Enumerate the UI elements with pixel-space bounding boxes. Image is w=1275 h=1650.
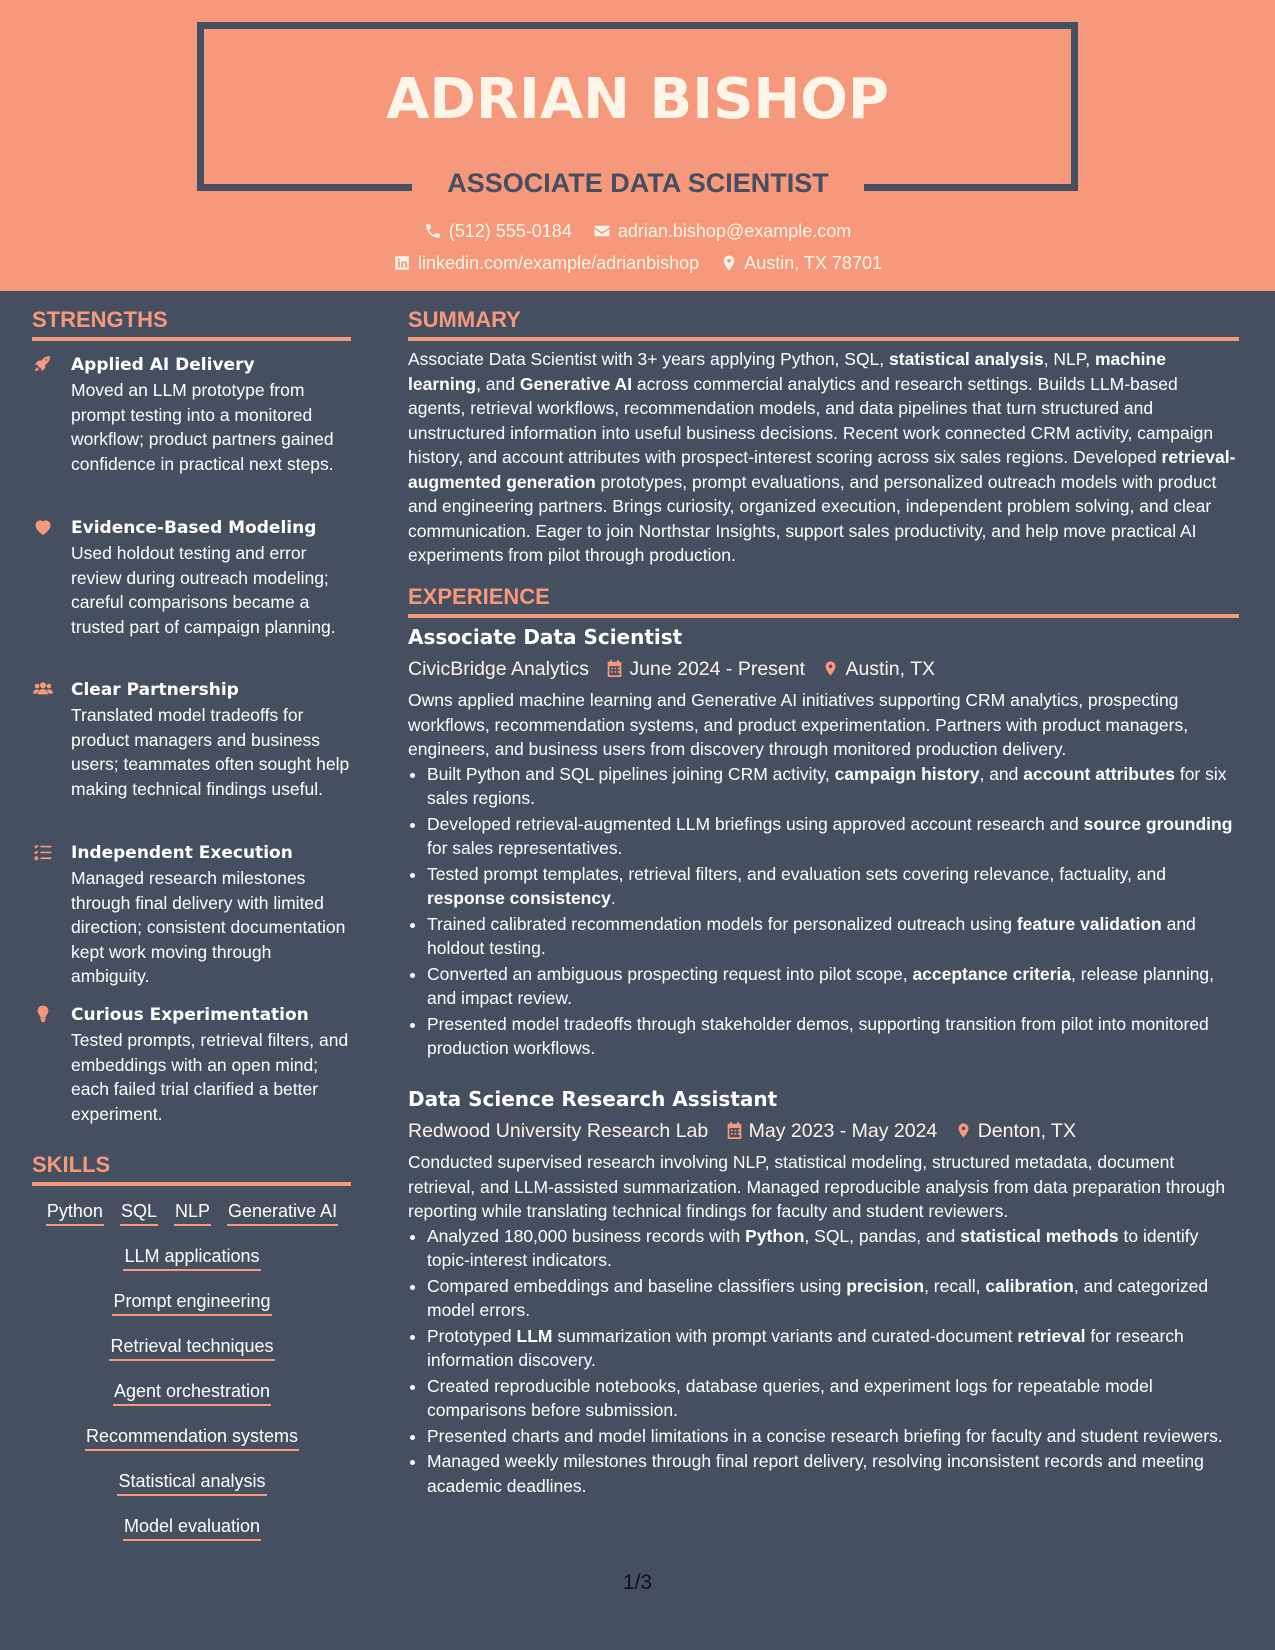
job-bullets (427, 1224, 1238, 1499)
strength-description: Tested prompts, retrieval filters, and embeddings with an open mind; each failed trial clarified a better experiment. (71, 1030, 349, 1124)
skills-heading: SKILLS (32, 1152, 111, 1177)
skills-row (32, 1333, 352, 1378)
list-item: • Built Python and SQL pipelines joining CRM activity, campaign history, and account attributes for six sales regions. (427, 762, 1238, 811)
calendar-icon (606, 659, 623, 678)
skill-tag: Generative AI (227, 1198, 338, 1226)
job-title-heading: ASSOCIATE DATA SCIENTIST (447, 168, 829, 198)
strength-item (32, 840, 352, 989)
skills-rule (32, 1182, 351, 1186)
job-meta (408, 654, 1238, 684)
job-role-title: Data Science Research Assistant (408, 1087, 778, 1111)
skill-tag: NLP (174, 1198, 211, 1226)
skills-row (32, 1423, 352, 1468)
envelope-icon (593, 222, 611, 240)
list-item: • Compared embeddings and baseline classifiers using precision, recall, calibration, and categorized model errors. (427, 1274, 1238, 1323)
contact-row-2 (0, 249, 1275, 277)
job-location: Denton, TX (977, 1120, 1076, 1142)
skills-row (32, 1378, 352, 1423)
experience-heading: EXPERIENCE (408, 584, 550, 609)
job-dates: June 2024 - Present (629, 658, 806, 680)
strengths-heading: STRENGTHS (32, 307, 168, 332)
skill-tag: Python (46, 1198, 104, 1226)
strength-title: Clear Partnership (71, 680, 239, 700)
strength-item (32, 677, 352, 801)
job-dates: May 2023 - May 2024 (748, 1120, 938, 1142)
list-item: • Developed retrieval-augmented LLM briefings using approved account research and source grounding for sales representatives. (427, 812, 1238, 861)
job-entry (408, 622, 1238, 1062)
phone-text: (512) 555-0184 (448, 221, 572, 241)
map-marker-icon (955, 1121, 972, 1140)
email-text: adrian.bishop@example.com (617, 221, 852, 241)
strengths-rule (32, 337, 351, 341)
lightbulb-icon (32, 1004, 56, 1026)
email-contact[interactable] (593, 217, 851, 245)
strength-item (32, 515, 352, 639)
rocket-icon (32, 354, 56, 376)
summary-paragraph: Associate Data Scientist with 3+ years applying Python, SQL, statistical analysis, NLP, machine learning, and Generative AI across commercial analytics and research settings. Builds LLM-based agents, retrieval workflows, recommendation models, and data pipelines that turn structured and unstructured information into useful business decisions. Recent work connected CRM activity, campaign history, and account attributes with prospect-interest scoring across six sales regions. Developed retrieval-augmented generation prototypes, prompt evaluations, and personalized outreach models with product and engineering partners. Brings curiosity, organized execution, independent problem solving, and clear communication. Eager to join Northstar Insights, support sales productivity, and help move practical AI experiments from pilot through production. (408, 349, 1236, 565)
job-entry (408, 1084, 1238, 1499)
list-item: • Tested prompt templates, retrieval filters, and evaluation sets covering relevance, factuality, and response consistency. (427, 862, 1238, 911)
location-text: Austin, TX 78701 (744, 253, 882, 273)
frame-bottom-left (197, 184, 412, 191)
job-bullets (427, 762, 1238, 1061)
linkedin-contact[interactable] (393, 249, 699, 277)
checklist-icon (32, 842, 56, 864)
strength-title: Curious Experimentation (71, 1005, 309, 1025)
summary-heading: SUMMARY (408, 307, 521, 332)
skill-tag: Model evaluation (123, 1513, 261, 1541)
page-number: 1/3 (622, 1571, 653, 1594)
strength-title: Evidence-Based Modeling (71, 518, 317, 538)
location-contact (720, 249, 882, 277)
skill-tag: Prompt engineering (112, 1288, 271, 1316)
skills-row (32, 1198, 352, 1243)
skill-tag: Agent orchestration (113, 1378, 271, 1406)
list-item: • Presented charts and model limitations in a concise research briefing for faculty and student reviewers. (427, 1424, 1238, 1449)
skill-tag: LLM applications (123, 1243, 260, 1271)
linkedin-text: linkedin.com/example/adrianbishop (418, 253, 700, 273)
job-meta (408, 1116, 1238, 1146)
company-name: CivicBridge Analytics (408, 658, 589, 680)
map-marker-icon (822, 659, 839, 678)
strength-title: Applied AI Delivery (71, 355, 255, 375)
skill-tag: Statistical analysis (117, 1468, 266, 1496)
skills-list (32, 1198, 352, 1558)
frame-bottom-right (864, 184, 1078, 191)
phone-icon (424, 222, 442, 240)
strength-description: Used holdout testing and error review during outreach modeling; careful comparisons became a trusted part of campaign planning. (71, 543, 336, 637)
list-item: • Presented model tradeoffs through stakeholder demos, supporting transition from pilot into monitored production workflows. (427, 1012, 1238, 1061)
list-item: • Converted an ambiguous prospecting request into pilot scope, acceptance criteria, release planning, and impact review. (427, 962, 1238, 1011)
skill-tag: SQL (120, 1198, 158, 1226)
linkedin-icon (393, 254, 411, 272)
list-item: • Managed weekly milestones through final report delivery, resolving inconsistent records and meeting academic deadlines. (427, 1449, 1238, 1498)
strength-title: Independent Execution (71, 843, 293, 863)
heart-icon (32, 517, 56, 539)
skills-row (32, 1513, 352, 1558)
calendar-icon (726, 1121, 743, 1140)
skills-row (32, 1243, 352, 1288)
list-item: • Created reproducible notebooks, database queries, and experiment logs for repeatable model comparisons before submission. (427, 1374, 1238, 1423)
experience-rule (408, 614, 1239, 618)
skills-row (32, 1288, 352, 1333)
skill-tag: Retrieval techniques (109, 1333, 274, 1361)
users-icon (32, 679, 56, 701)
phone-contact[interactable] (424, 217, 572, 245)
skills-row (32, 1468, 352, 1513)
strength-item (32, 352, 352, 476)
strength-description: Translated model tradeoffs for product managers and business users; teammates often sought help making technical findings useful. (71, 705, 350, 799)
job-role-title: Associate Data Scientist (408, 625, 683, 649)
strength-description: Moved an LLM prototype from prompt testing into a monitored workflow; product partners gained confidence in practical next steps. (71, 380, 334, 474)
job-description: Owns applied machine learning and Generative AI initiatives supporting CRM analytics, prospecting workflows, recommendation systems, and product experimentation. Partners with product managers, engineers, and business users from discovery through monitored production delivery. (408, 690, 1189, 759)
company-name: Redwood University Research Lab (408, 1120, 709, 1142)
job-location: Austin, TX (845, 658, 936, 680)
map-marker-icon (720, 254, 738, 272)
candidate-name: ADRIAN BISHOP (386, 67, 889, 132)
list-item: • Analyzed 180,000 business records with Python, SQL, pandas, and statistical methods to identify topic-interest indicators. (427, 1224, 1238, 1273)
strength-description: Managed research milestones through final delivery with limited direction; consistent documentation kept work moving through ambiguity. (71, 868, 346, 986)
list-item: • Trained calibrated recommendation models for personalized outreach using feature validation and holdout testing. (427, 912, 1238, 961)
list-item: • Prototyped LLM summarization with prompt variants and curated-document retrieval for research information discovery. (427, 1324, 1238, 1373)
job-description: Conducted supervised research involving NLP, statistical modeling, structured metadata, document retrieval, and LLM-assisted summarization. Managed reproducible analysis from data preparation through reporting while translating technical findings for faculty and student reviewers. (408, 1152, 1226, 1221)
summary-rule (408, 337, 1239, 341)
skill-tag: Recommendation systems (85, 1423, 299, 1451)
contact-row-1 (0, 217, 1275, 245)
strength-item (32, 1002, 352, 1126)
